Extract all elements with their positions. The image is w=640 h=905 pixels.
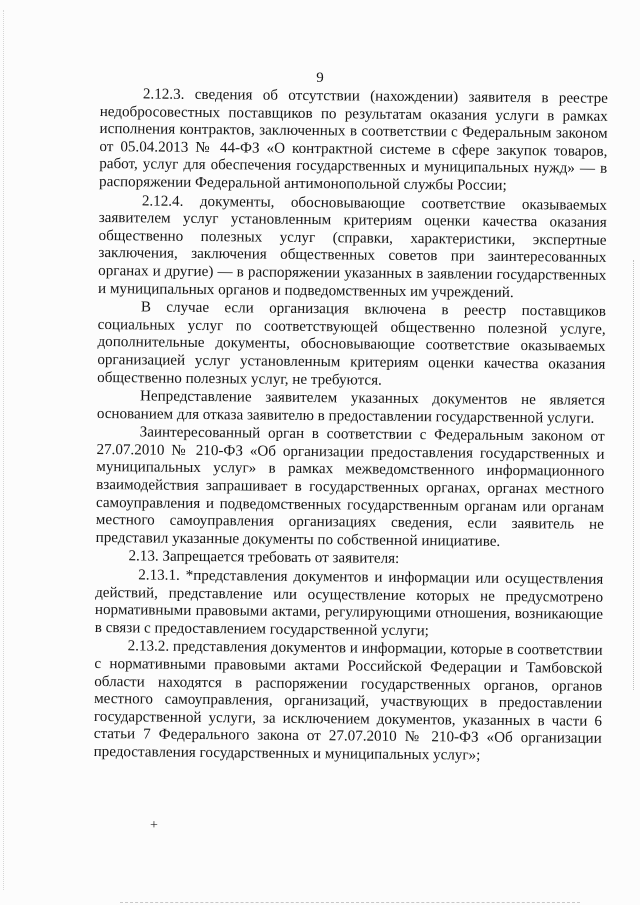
scan-edge-left bbox=[3, 10, 5, 890]
paragraph-2-13-2: 2.13.2. представления документов и информации, которые в соответствии с нормативными правовыми актами Российской Федерации и Тамбовской области находятся в распоряжении государственных органов, органов местного самоуправления, организаций, участвующих в предоставлении государственной услуги, за исключением документов, указанных в части 6 статьи 7 Федерального закона от 27.07.2010 № 210-ФЗ «Об организации предоставления государственных и муниципальных услуг»; bbox=[93, 638, 603, 764]
scan-mark: + bbox=[150, 818, 158, 833]
scan-edge-right bbox=[632, 260, 634, 690]
paragraph-2-13: 2.13. Запрещается требовать от заявителя: bbox=[128, 548, 400, 568]
document-body bbox=[94, 86, 608, 767]
paragraph-2-13-1: 2.13.1. *представления документов и информации или осуществления действий, представление или осуществление которых не предусмотрено нормативными правовыми актами, регулирующими отношения, возникающие в связи с предоставлением государственной услуги; bbox=[94, 567, 604, 639]
paragraph-interdepartmental: Заинтересованный орган в соответствии с Федеральным законом от 27.07.2010 № 210-ФЗ «Об организации предоставления государственных и муниципальных услуг» в рамках межведомственного информационного взаимодействия запрашивает в государственных органах, органах местного самоуправления и подведомственных государственным органам или органам местного самоуправления организациях сведения, если заявитель не представил указанные документы по собственной инициативе. bbox=[95, 424, 605, 550]
paragraph-2-12-3: 2.12.3. сведения об отсутствии (нахождении) заявителя в реестре недобросовестных поставщиков по результатам оказания услуги в рамках исполнения контрактов, заключенных в соответствии с Федеральным законом от 05.04.2013 № 44-ФЗ «О контрактной системе в сфере закупок товаров, работ, услуг для обеспечения государственных и муниципальных нужд» — в распоряжении Федеральной антимонопольной службы России; bbox=[99, 86, 608, 194]
scan-edge-bottom bbox=[120, 901, 580, 903]
paragraph-non-submission: Непредставление заявителем указанных документов не является основанием для отказа заявителю в предоставлении государственной услуги. bbox=[96, 388, 606, 427]
paragraph-2-12-4: 2.12.4. документы, обосновывающие соответствие оказываемых заявителем услуг установленным критериям оценки качества оказания общественно полезных услуг (справки, характеристики, экспертные заключения, заключения общественных советов при заинтересованных органах и другие) — в распоряжении указанных в заявлении государственных и муниципальных органов и подведомственных им учреждений. bbox=[97, 192, 607, 301]
paragraph-registry-case: В случае если организация включена в реестр поставщиков социальных услуг по соответствующей общественно полезной услуге, дополнительные документы, обосновывающие соответствие оказываемых организацией услуг установленным критериям оценки качества оказания общественно полезных услуг, не требуются. bbox=[97, 299, 606, 389]
page-number: 9 bbox=[316, 70, 324, 86]
